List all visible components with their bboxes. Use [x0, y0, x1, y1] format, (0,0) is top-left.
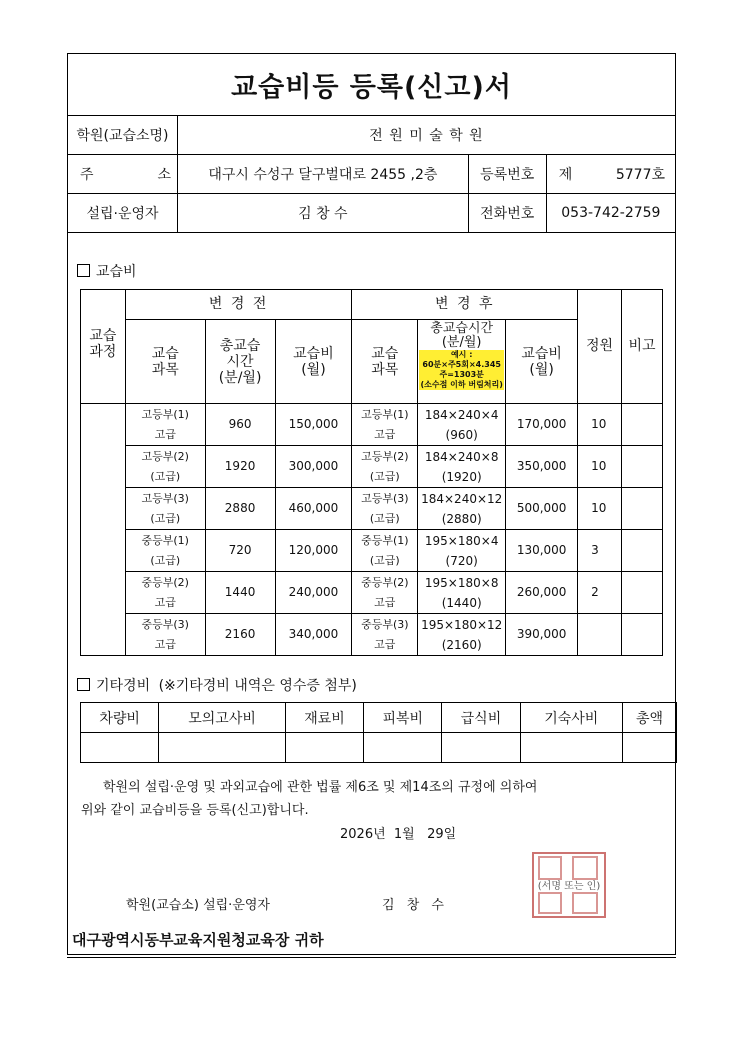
- other-cell: [285, 733, 363, 763]
- declaration-date: 2026년 1월 29일: [340, 827, 457, 842]
- academy-value: 전 원 미 술 학 원: [178, 116, 676, 155]
- fee-cell-fee-before: 460,000: [275, 488, 352, 530]
- fee-cell-fee-after: 500,000: [506, 488, 578, 530]
- address-label-1: 주: [80, 167, 94, 183]
- fee-cell-hours-after: 195×180×4 (720): [418, 530, 506, 572]
- fee-cell-hours-before: 1920: [205, 446, 275, 488]
- col-uniform: 피복비: [364, 703, 442, 733]
- reg-no-label: 등록번호: [468, 155, 546, 194]
- capacity-header: 정원: [578, 290, 622, 404]
- fee-cell-fee-before: 340,000: [275, 614, 352, 656]
- hours-after-label: 총교습시간 (분/월): [430, 321, 494, 350]
- col-vehicle: 차량비: [81, 703, 159, 733]
- subject-before-header: 교습 과목: [125, 320, 205, 404]
- fee-cell-hours-before: 2160: [205, 614, 275, 656]
- fee-cell-subj-before: 고등부(1) 고급: [125, 404, 205, 446]
- other-cell: [364, 733, 442, 763]
- hours-after-header: [418, 320, 506, 404]
- declaration-text: [81, 776, 669, 822]
- fee-cell-note: [622, 614, 663, 656]
- registration-form: [67, 53, 676, 955]
- info-table: [68, 115, 675, 233]
- fee-cell-subj-before: 중등부(3) 고급: [125, 614, 205, 656]
- fee-cell-subj-before: 고등부(3) (고급): [125, 488, 205, 530]
- fee-cell-fee-before: 300,000: [275, 446, 352, 488]
- address-value: 대구시 수성구 달구벌대로 2455 ,2층: [178, 155, 469, 194]
- other-cell: [81, 733, 159, 763]
- other-expenses-table: [80, 702, 677, 763]
- fee-row: [81, 572, 663, 614]
- fee-cell-subj-after: 중등부(1) (고급): [352, 530, 418, 572]
- address-label-2: 소: [157, 167, 171, 183]
- fee-table: [80, 289, 663, 656]
- fee-cell-subj-after: 중등부(3) 고급: [352, 614, 418, 656]
- fee-cell-note: [622, 530, 663, 572]
- after-header: 변 경 후: [352, 290, 578, 320]
- col-meals: 급식비: [442, 703, 520, 733]
- before-header: 변 경 전: [125, 290, 352, 320]
- other-heading-note: (※기타경비 내역은 영수증 첨부): [158, 678, 357, 694]
- fee-row: [81, 614, 663, 656]
- other-heading-text: 기타경비: [96, 678, 151, 694]
- seal-text: (서명 또는 인): [537, 881, 601, 892]
- hours-before-header: 총교습 시간 (분/월): [205, 320, 275, 404]
- address-label: [68, 155, 178, 194]
- fee-cell-hours-after: 184×240×4 (960): [418, 404, 506, 446]
- fee-before-header: 교습비 (월): [275, 320, 352, 404]
- fee-cell-capacity: 10: [578, 446, 622, 488]
- hours-example-note: 예시 : 60분×주5회×4.345 주=1303분 (소수점 이하 버림처리): [420, 350, 503, 389]
- operator-label: 설립·운영자: [68, 194, 178, 233]
- recipient: 대구광역시동부교육지원청교육장 귀하: [72, 931, 324, 949]
- page-title: 교습비등 등록(신고)서: [231, 72, 512, 103]
- col-mock-exam: 모의고사비: [159, 703, 286, 733]
- subject-after-header: 교습 과목: [352, 320, 418, 404]
- fee-cell-subj-after: 고등부(1) 고급: [352, 404, 418, 446]
- fee-cell-hours-before: 960: [205, 404, 275, 446]
- academy-label: 학원(교습소명): [68, 116, 178, 155]
- fee-cell-hours-before: 1440: [205, 572, 275, 614]
- fee-cell-fee-before: 240,000: [275, 572, 352, 614]
- other-section-heading: [77, 675, 357, 695]
- phone-label: 전화번호: [468, 194, 546, 233]
- declaration-line-1: 학원의 설립·운영 및 과외교습에 관한 법률 제6조 및 제14조의 규정에 의하여: [103, 780, 538, 795]
- fee-cell-subj-before: 고등부(2) (고급): [125, 446, 205, 488]
- bottom-rule: [67, 957, 676, 958]
- fee-row: [81, 404, 663, 446]
- checkbox-icon: [77, 264, 90, 277]
- fee-cell-note: [622, 488, 663, 530]
- fee-cell-fee-before: 120,000: [275, 530, 352, 572]
- fee-cell-subj-after: 중등부(2) 고급: [352, 572, 418, 614]
- checkbox-icon: [77, 678, 90, 691]
- other-cell: [159, 733, 286, 763]
- col-materials: 재료비: [285, 703, 363, 733]
- other-cell: [520, 733, 622, 763]
- fee-cell-fee-after: 170,000: [506, 404, 578, 446]
- col-dormitory: 기숙사비: [520, 703, 622, 733]
- fee-cell-capacity: 2: [578, 572, 622, 614]
- other-cell: [442, 733, 520, 763]
- fee-rows: [81, 404, 663, 656]
- note-header: 비고: [622, 290, 663, 404]
- fee-after-header: 교습비 (월): [506, 320, 578, 404]
- fee-cell-capacity: 3: [578, 530, 622, 572]
- fee-cell-hours-before: 720: [205, 530, 275, 572]
- fee-cell-capacity: 10: [578, 488, 622, 530]
- fee-cell-hours-after: 195×180×12 (2160): [418, 614, 506, 656]
- fee-row: [81, 446, 663, 488]
- fee-row: [81, 488, 663, 530]
- col-total: 총액: [623, 703, 677, 733]
- fee-row: [81, 530, 663, 572]
- fee-cell-fee-after: 350,000: [506, 446, 578, 488]
- seal-stamp: [531, 851, 607, 919]
- fee-cell-hours-before: 2880: [205, 488, 275, 530]
- fee-section-heading: [77, 261, 137, 281]
- fee-cell-capacity: 10: [578, 404, 622, 446]
- fee-cell-subj-after: 고등부(3) (고급): [352, 488, 418, 530]
- fee-cell-subj-after: 고등부(2) (고급): [352, 446, 418, 488]
- phone-value: 053-742-2759: [546, 194, 675, 233]
- fee-cell-note: [622, 572, 663, 614]
- operator-value: 김 창 수: [178, 194, 469, 233]
- fee-cell-fee-after: 130,000: [506, 530, 578, 572]
- signer-name: 김 창 수: [382, 898, 448, 913]
- fee-cell-note: [622, 404, 663, 446]
- fee-cell-note: [622, 446, 663, 488]
- fee-heading-text: 교습비: [96, 264, 137, 280]
- reg-no-value: 5777호: [615, 167, 665, 183]
- declaration-line-2: 위와 같이 교습비등을 등록(신고)합니다.: [81, 803, 309, 818]
- fee-cell-capacity: [578, 614, 622, 656]
- fee-cell-hours-after: 184×240×12 (2880): [418, 488, 506, 530]
- reg-no-prefix: 제: [558, 167, 573, 183]
- other-cell: [623, 733, 677, 763]
- fee-cell-subj-before: 중등부(2) 고급: [125, 572, 205, 614]
- course-header: 교습 과정: [81, 290, 126, 404]
- fee-cell-fee-after: 390,000: [506, 614, 578, 656]
- fee-cell-fee-after: 260,000: [506, 572, 578, 614]
- sign-label: 학원(교습소) 설립·운영자: [126, 898, 270, 913]
- fee-cell-subj-before: 중등부(1) (고급): [125, 530, 205, 572]
- course-cell: [81, 404, 126, 656]
- title-row: [68, 54, 675, 116]
- fee-cell-hours-after: 195×180×8 (1440): [418, 572, 506, 614]
- reg-no-cell: [546, 155, 675, 194]
- fee-cell-fee-before: 150,000: [275, 404, 352, 446]
- fee-cell-hours-after: 184×240×8 (1920): [418, 446, 506, 488]
